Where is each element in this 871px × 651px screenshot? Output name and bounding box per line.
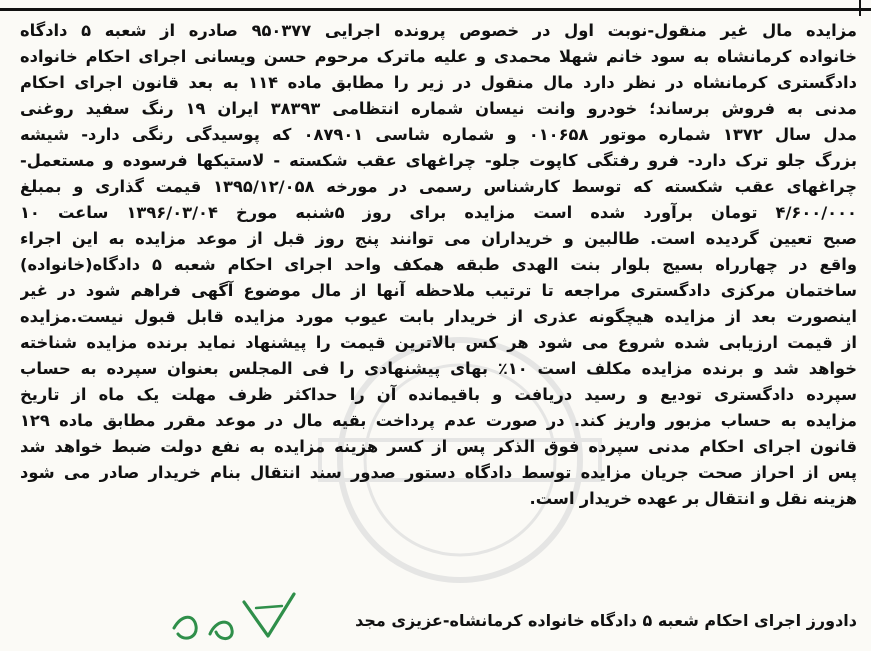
notice-line: سپرده دادگستری تودیع و رسید دریافت و باقیمانده آن را حداکثر ظرف مهلت یک ماه از تاریخ [20,385,857,404]
notice-line: مزایده به حساب مزبور واریز کند. در صورت عدم پرداخت بقیه مال در موعد مقرر مطابق ماده ۱۲۹ [20,411,857,430]
notice-line: از قیمت ارزیابی شده شروع می شود هر کس بالاترین قیمت را پیشنهاد نماید برنده مزایده شناخته [20,333,857,352]
auction-notice-body [20,18,857,512]
notice-line: ۴/۶۰۰/۰۰۰ تومان برآورد شده است مزایده برای روز ۵شنبه مورخ ۱۳۹۶/۰۳/۰۴ ساعت ۱۰ [20,203,857,222]
notice-line: ساختمان مرکزی دادگستری مراجعه تا ترتیب ملاحظه آنها از مال موضوع آگهی فراهم شود در غیر [20,281,857,300]
handwritten-mark [160,584,310,646]
notice-line: خواهد شد و برنده مزایده مکلف است ۱۰٪ بهای پیشنهادی را فی المجلس بعنوان سپرده به حساب [20,359,857,378]
top-border-rule [0,8,871,11]
notice-line: خانواده کرمانشاه به سود خانم شهلا محمدی و علیه ماترک مرحوم حسن ویسانی اجرای احکام خانواده [20,47,857,66]
notice-line: قانون اجرای احکام مدنی سپرده فوق الذکر پس از کسر هزینه مزایده به نفع دولت ضبط خواهد شد [20,437,857,456]
notice-line: مزایده مال غیر منقول-نوبت اول در خصوص پرونده اجرایی ۹۵۰۳۷۷ صادره از شعبه ۵ دادگاه [20,21,857,40]
notice-line: مدنی به فروش برساند؛ خودرو وانت نیسان شماره انتظامی ۳۸۳۹۳ ایران ۱۹ رنگ سفید روغنی [20,99,857,118]
notice-line: صبح تعیین گردیده است. طالبین و خریداران می توانند پنج روز قبل از موعد مزایده به این اجراء [20,229,857,248]
notice-line: چراغهای عقب شکسته که توسط کارشناس رسمی در مورخه ۱۳۹۵/۱۲/۰۵۸ قیمت گذاری و بمبلغ [20,177,857,196]
notice-line: دادگستری کرمانشاه در نظر دارد مال منقول در زیر را مطابق ماده ۱۱۴ به بعد قانون اجرای احکام [20,73,857,92]
notice-line: هزینه نقل و انتقال بر عهده خریدار است. [529,489,857,508]
notice-line: مدل سال ۱۳۷۲ شماره موتور ۰۱۰۶۵۸ و شماره شاسی ۰۸۷۹۰۱ که پوسیدگی رنگی دارد- شیشه [20,125,857,144]
notice-line: واقع در چهارراه بسیج بلوار بنت الهدی طبقه همکف واحد اجرای احکام شعبه ۵ دادگاه(خانواده) [20,255,857,274]
notice-line: بزرگ جلو ترک دارد- فرو رفتگی کاپوت جلو- چراغهای عقب شکسته - لاستیکها فرسوده و مستعمل- [20,151,857,170]
signature-line: دادورز اجرای احکام شعبه ۵ دادگاه خانواده کرمانشاه-عزیزی مجد [355,611,857,630]
notice-line: اینصورت بعد از مزایده هیچگونه عذری از خریدار بابت عیوب مورد مزایده قابل قبول نیست.مزایده [20,307,857,326]
corner-border-rule [859,0,861,16]
notice-line: پس از احراز صحت جریان مزایده توسط دادگاه دستور صدور سند انتقال بنام خریدار صادر می شود [20,463,857,482]
